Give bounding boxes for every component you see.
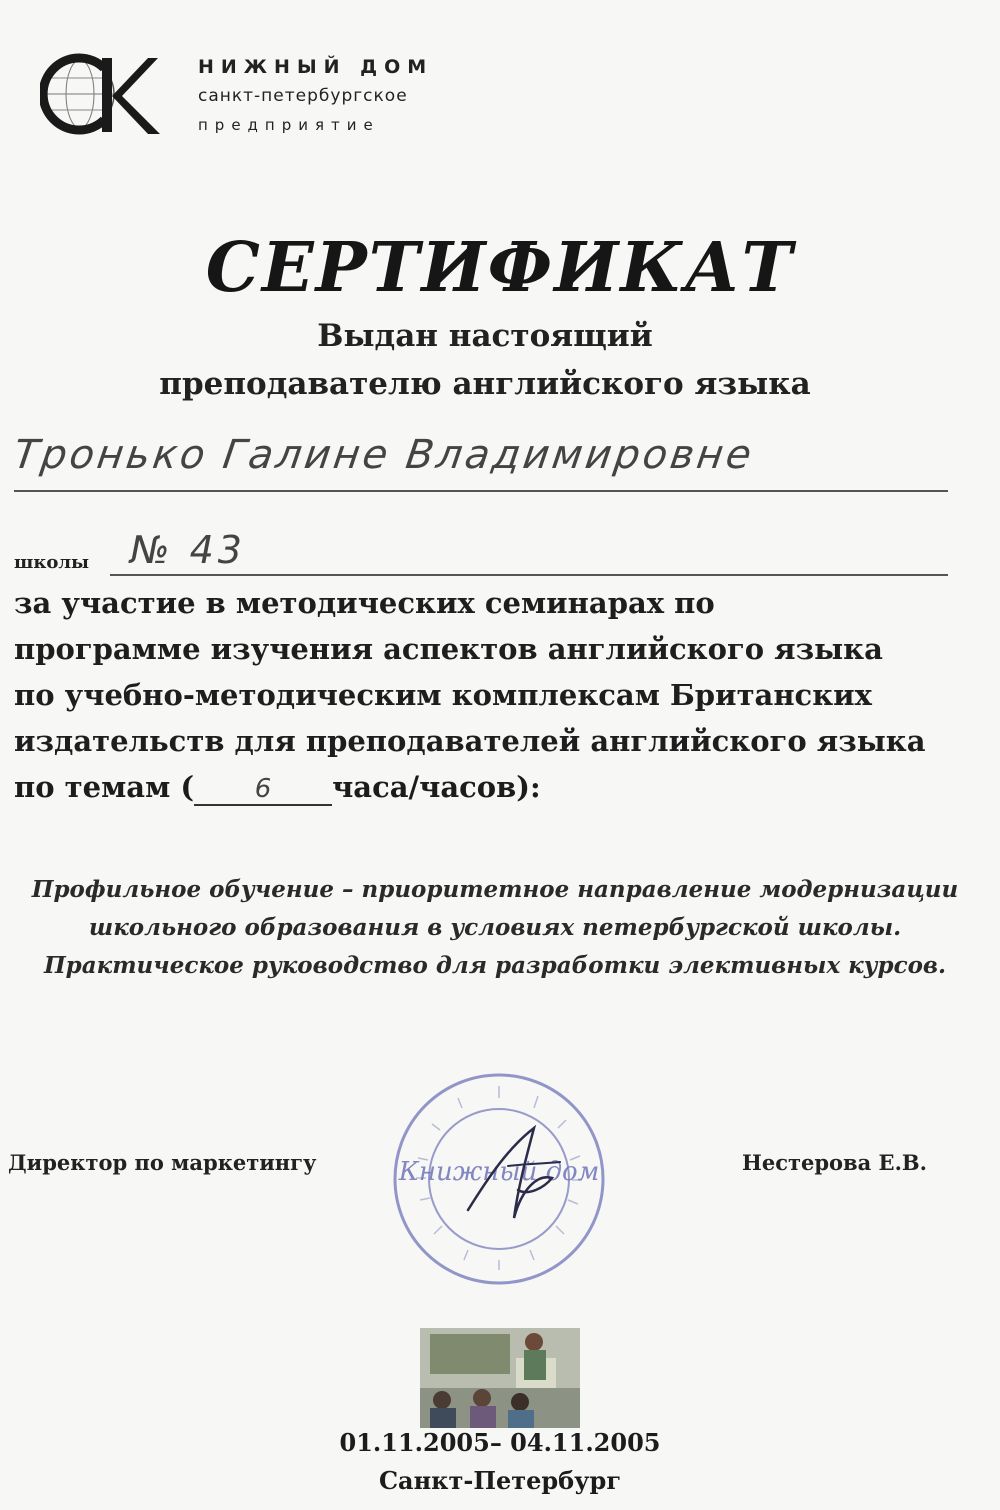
stamp-text: Книжный дом bbox=[398, 1157, 600, 1187]
school-underline bbox=[110, 574, 948, 576]
logo-tagline: предприятие bbox=[198, 116, 380, 134]
topic-line: Профильное обучение – приоритетное направление модернизации bbox=[31, 876, 959, 903]
topic-line: Практическое руководство для разработки элективных курсов. bbox=[43, 952, 947, 979]
recipient-role: преподавателю английского языка bbox=[159, 366, 811, 402]
issue-city: Санкт-Петербург bbox=[378, 1466, 622, 1495]
signatory-name: Нестерова Е.В. bbox=[742, 1150, 927, 1175]
seminar-photo bbox=[420, 1328, 580, 1428]
handwritten-signature bbox=[448, 1118, 578, 1228]
body-line: программе изучения аспектов английского языка bbox=[14, 632, 883, 666]
topic-line: школьного образования в условиях петербургской школы. bbox=[88, 914, 902, 941]
seminar-dates: 01.11.2005– 04.11.2005 bbox=[339, 1428, 661, 1457]
logo-mark bbox=[40, 50, 160, 140]
recipient-name: Тронько Галине Владимировне bbox=[10, 432, 757, 478]
name-underline bbox=[14, 490, 948, 492]
hours-suffix: часа/часов): bbox=[332, 770, 541, 804]
school-label: школы bbox=[14, 552, 90, 573]
hours-value: 6 bbox=[194, 774, 332, 806]
certificate-title: СЕРТИФИКАТ bbox=[205, 228, 795, 308]
issued-to-line: Выдан настоящий bbox=[317, 318, 653, 354]
body-line: за участие в методических семинарах по bbox=[14, 586, 715, 620]
hours-prefix: по темам ( bbox=[14, 770, 195, 804]
logo-subtitle: санкт-петербургское bbox=[198, 86, 408, 106]
hours-line bbox=[14, 770, 541, 806]
body-line: издательств для преподавателей английского языка bbox=[14, 724, 926, 758]
publisher-logo bbox=[40, 50, 440, 140]
school-number: № 43 bbox=[130, 528, 246, 572]
signatory-position: Директор по маркетингу bbox=[8, 1150, 317, 1175]
logo-title: НИЖНЫЙ ДОМ bbox=[198, 56, 434, 78]
body-line: по учебно-методическим комплексам Британских bbox=[14, 678, 872, 712]
